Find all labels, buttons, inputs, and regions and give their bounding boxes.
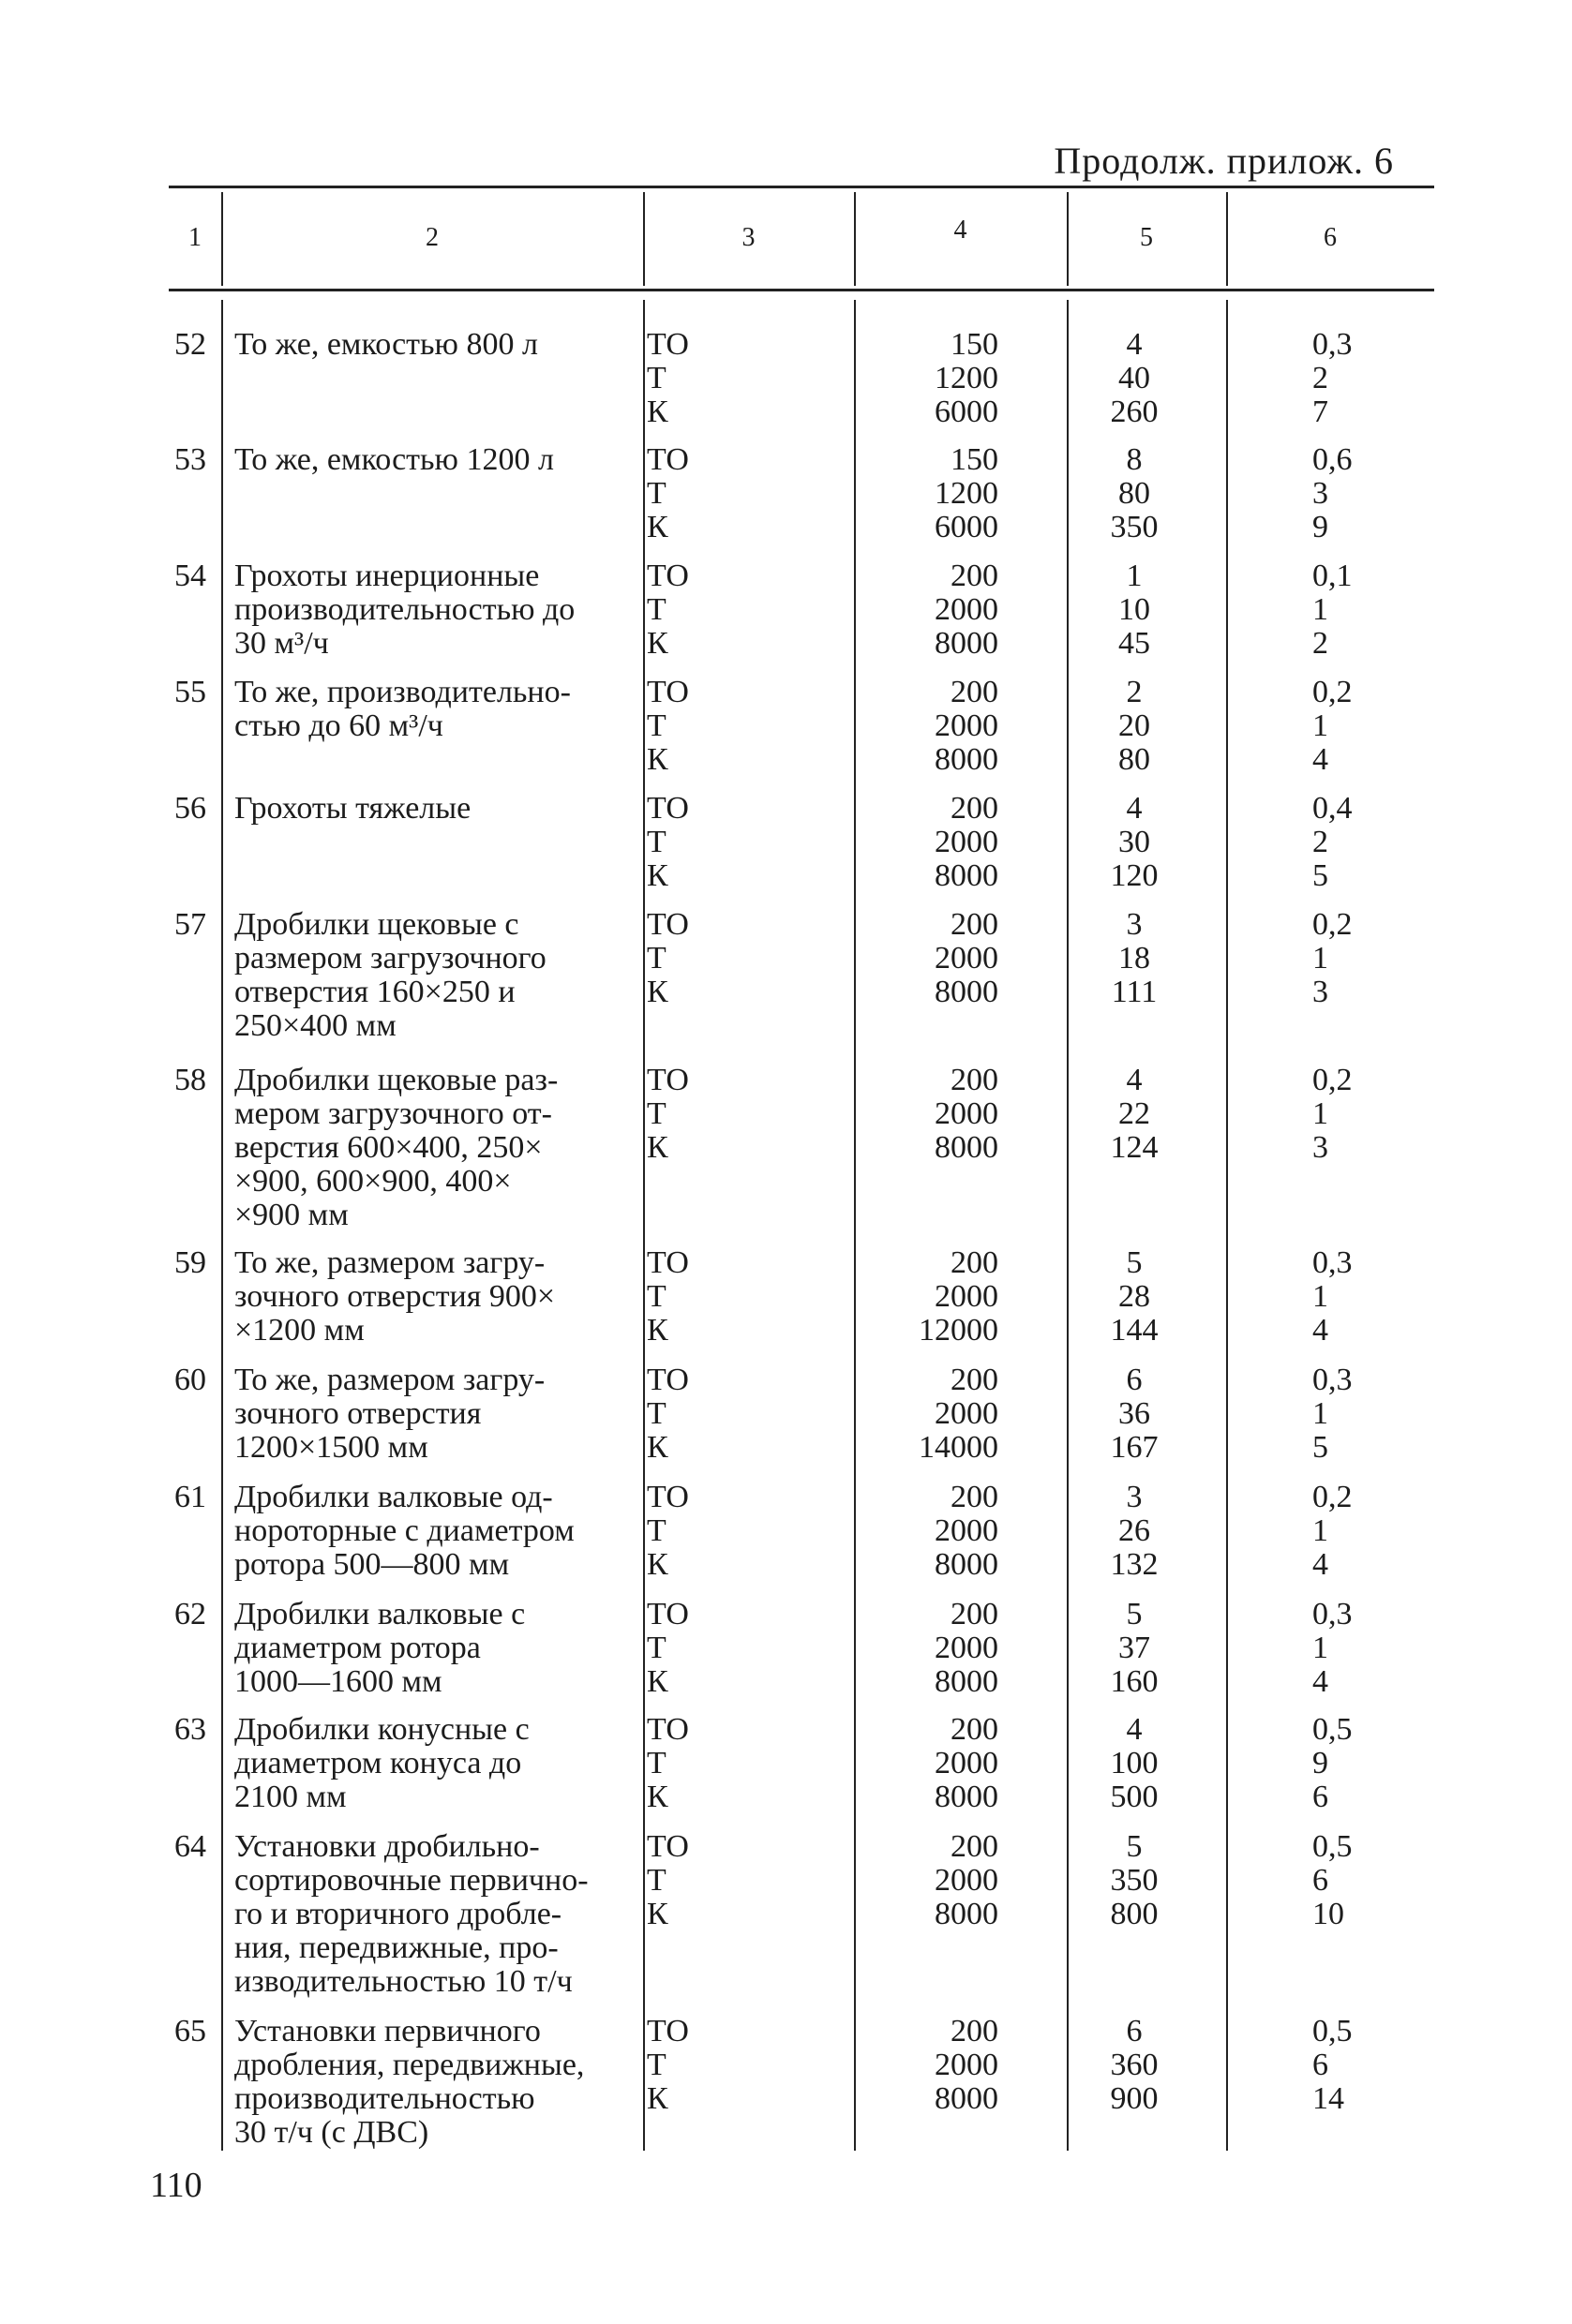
equipment-name: Установки первичного дробления, передвижные, производительностью 30 т/ч (с ДВС) (234, 2014, 585, 2150)
col6-value: 4 (1312, 1313, 1328, 1348)
column-divider (1226, 300, 1228, 2151)
col6-value: 14 (1312, 2081, 1344, 2116)
col6-value: 1 (1312, 1096, 1328, 1131)
maintenance-type: Т (647, 1631, 666, 1665)
col5-value-group (1069, 1246, 1200, 1348)
col6-value: 0,3 (1312, 327, 1353, 362)
equipment-name: Грохоты тяжелые (234, 791, 472, 826)
col4-value: 8000 (935, 1547, 998, 1582)
col6-value-group (1312, 792, 1406, 893)
maintenance-type: К (647, 1547, 668, 1582)
col5-value: 45 (1118, 626, 1150, 661)
col6-value-group (1312, 1064, 1406, 1165)
column-divider (221, 300, 223, 2151)
col4-value: 200 (951, 1363, 998, 1397)
col4-value: 2000 (935, 592, 998, 627)
col4-value-group (844, 1598, 998, 1699)
col6-value: 10 (1312, 1897, 1344, 1931)
col5-value-group (1069, 1830, 1200, 1931)
col6-value: 0,1 (1312, 559, 1353, 593)
col4-value-group (844, 1064, 998, 1165)
col4-value: 2000 (935, 1396, 998, 1431)
row-number: 65 (174, 2014, 206, 2048)
equipment-name: Дробилки щековые с размером загрузочного отверстия 160×250 и 250×400 мм (234, 907, 546, 1043)
col6-value: 9 (1312, 1746, 1328, 1780)
column-header-3: 3 (741, 223, 756, 252)
col5-value: 36 (1118, 1396, 1150, 1431)
maintenance-type-group (647, 443, 741, 544)
col5-value: 6 (1126, 2014, 1143, 2048)
col6-value-group (1312, 559, 1406, 661)
col4-value-group (844, 2015, 998, 2116)
col6-value-group (1312, 1363, 1406, 1465)
maintenance-type: К (647, 1664, 668, 1699)
maintenance-type-group (647, 908, 741, 1009)
col5-value-group (1069, 792, 1200, 893)
col6-value: 0,2 (1312, 675, 1353, 709)
col4-value: 200 (951, 1829, 998, 1864)
equipment-name: Грохоты инерционные производительностью до 30 м³/ч (234, 559, 576, 661)
maintenance-type: Т (647, 1863, 666, 1898)
col5-value: 5 (1126, 1245, 1143, 1280)
col5-value-group (1069, 1713, 1200, 1814)
col4-value-group (844, 443, 998, 544)
col5-value: 144 (1110, 1313, 1159, 1348)
col6-value: 0,3 (1312, 1245, 1353, 1280)
maintenance-type: К (647, 1130, 668, 1165)
col4-value-group (844, 1713, 998, 1814)
col6-value: 4 (1312, 1547, 1328, 1582)
col4-value: 2000 (935, 1746, 998, 1780)
col5-value-group (1069, 908, 1200, 1009)
maintenance-type: К (647, 2081, 668, 2116)
col6-value: 4 (1312, 1664, 1328, 1699)
maintenance-type: ТО (647, 1597, 689, 1631)
col5-value: 4 (1126, 1063, 1143, 1097)
maintenance-type-group (647, 1830, 741, 1931)
col6-value-group (1312, 676, 1406, 777)
col5-value: 5 (1126, 1829, 1143, 1864)
col5-value: 160 (1110, 1664, 1159, 1699)
col4-value: 8000 (935, 1664, 998, 1699)
col4-value: 2000 (935, 1279, 998, 1314)
col5-value-group (1069, 1481, 1200, 1582)
col5-value: 40 (1118, 361, 1150, 395)
column-header-5: 5 (1140, 223, 1153, 252)
maintenance-type: Т (647, 1279, 666, 1314)
maintenance-type: Т (647, 1513, 666, 1548)
col4-value: 2000 (935, 1863, 998, 1898)
col5-value-group (1069, 2015, 1200, 2116)
col6-value: 0,2 (1312, 1480, 1353, 1514)
col5-value: 10 (1118, 592, 1150, 627)
row-number: 52 (174, 327, 206, 362)
maintenance-type: К (647, 626, 668, 661)
col4-value: 200 (951, 1480, 998, 1514)
maintenance-type: К (647, 1897, 668, 1931)
col5-value: 500 (1110, 1780, 1159, 1814)
col5-value: 80 (1118, 476, 1150, 511)
col4-value: 2000 (935, 2048, 998, 2082)
maintenance-type: К (647, 1313, 668, 1348)
col5-value-group (1069, 676, 1200, 777)
maintenance-type: К (647, 975, 668, 1009)
column-header-4: 4 (953, 216, 967, 245)
col6-value: 0,6 (1312, 442, 1353, 477)
col6-value-group (1312, 908, 1406, 1009)
col5-value: 6 (1126, 1363, 1143, 1397)
col6-value: 0,2 (1312, 1063, 1353, 1097)
col4-value: 8000 (935, 858, 998, 893)
col6-value: 1 (1312, 1279, 1328, 1314)
column-header-1: 1 (188, 223, 202, 252)
maintenance-type-group (647, 1246, 741, 1348)
column-header-6: 6 (1324, 223, 1337, 252)
col5-value: 350 (1110, 1863, 1159, 1898)
equipment-name: Дробилки щековые раз- мером загрузочного от- верстия 600×400, 250× ×900, 600×900, 400× ×900 мм (234, 1063, 559, 1232)
col6-value: 3 (1312, 1130, 1328, 1165)
col4-value: 200 (951, 1712, 998, 1747)
col4-value: 14000 (919, 1430, 998, 1465)
row-number: 58 (174, 1063, 206, 1097)
col5-value: 2 (1126, 675, 1143, 709)
col5-value: 18 (1118, 941, 1150, 976)
col6-value-group (1312, 1713, 1406, 1814)
col4-value: 2000 (935, 941, 998, 976)
col6-value: 2 (1312, 825, 1328, 859)
maintenance-type-group (647, 328, 741, 429)
maintenance-type: К (647, 742, 668, 777)
maintenance-type-group (647, 1598, 741, 1699)
col4-value: 200 (951, 1063, 998, 1097)
col6-value: 1 (1312, 1396, 1328, 1431)
maintenance-type: ТО (647, 1712, 689, 1747)
col5-value: 26 (1118, 1513, 1150, 1548)
maintenance-type-group (647, 2015, 741, 2116)
col4-value: 8000 (935, 1780, 998, 1814)
col6-value: 1 (1312, 941, 1328, 976)
col6-value: 0,2 (1312, 907, 1353, 942)
col5-value: 1 (1126, 559, 1143, 593)
col6-value: 2 (1312, 361, 1328, 395)
col4-value: 200 (951, 559, 998, 593)
col4-value: 8000 (935, 975, 998, 1009)
maintenance-type: Т (647, 1096, 666, 1131)
table-top-rule (169, 186, 1434, 188)
maintenance-type: ТО (647, 327, 689, 362)
col6-value: 6 (1312, 1863, 1328, 1898)
col6-value: 6 (1312, 1780, 1328, 1814)
maintenance-type: Т (647, 1746, 666, 1780)
maintenance-type-group (647, 676, 741, 777)
col4-value: 150 (951, 442, 998, 477)
row-number: 60 (174, 1363, 206, 1397)
col5-value: 22 (1118, 1096, 1150, 1131)
col5-value: 4 (1126, 791, 1143, 826)
col6-value-group (1312, 1481, 1406, 1582)
col4-value: 200 (951, 791, 998, 826)
table-header-rule (169, 289, 1434, 291)
col5-value: 111 (1111, 975, 1158, 1009)
row-number: 54 (174, 559, 206, 593)
col4-value: 2000 (935, 708, 998, 743)
col4-value: 200 (951, 1597, 998, 1631)
row-number: 64 (174, 1829, 206, 1864)
col6-value: 0,3 (1312, 1363, 1353, 1397)
maintenance-type: К (647, 1780, 668, 1814)
col6-value-group (1312, 1598, 1406, 1699)
maintenance-type: ТО (647, 559, 689, 593)
col4-value: 2000 (935, 1096, 998, 1131)
equipment-name: То же, емкостью 800 л (234, 327, 538, 362)
col6-value: 6 (1312, 2048, 1328, 2082)
col6-value: 4 (1312, 742, 1328, 777)
maintenance-type: Т (647, 825, 666, 859)
equipment-name: Установки дробильно- сортировочные первично- го и вторичного дробле- ния, передвижные, про- изводительностью 10 т/ч (234, 1829, 589, 1999)
col4-value: 6000 (935, 395, 998, 429)
maintenance-type-group (647, 1713, 741, 1814)
equipment-name: Дробилки валковые с диаметром ротора 1000—1600 мм (234, 1597, 526, 1699)
equipment-name: То же, размером загру- зочного отверстия 900× ×1200 мм (234, 1245, 556, 1348)
col5-value-group (1069, 1064, 1200, 1165)
row-number: 57 (174, 907, 206, 942)
maintenance-type-group (647, 559, 741, 661)
col6-value: 0,3 (1312, 1597, 1353, 1631)
maintenance-type: ТО (647, 791, 689, 826)
col5-value-group (1069, 559, 1200, 661)
column-header-2: 2 (426, 223, 439, 252)
col6-value: 0,4 (1312, 791, 1353, 826)
col5-value: 37 (1118, 1631, 1150, 1665)
equipment-name: То же, производительно- стью до 60 м³/ч (234, 675, 571, 743)
col4-value: 200 (951, 675, 998, 709)
col4-value: 200 (951, 1245, 998, 1280)
col6-value: 1 (1312, 592, 1328, 627)
col5-value: 167 (1110, 1430, 1159, 1465)
col5-value: 30 (1118, 825, 1150, 859)
col5-value: 8 (1126, 442, 1143, 477)
col5-value: 3 (1126, 907, 1143, 942)
col6-value: 3 (1312, 476, 1328, 511)
col6-value: 3 (1312, 975, 1328, 1009)
maintenance-type: Т (647, 476, 666, 511)
col6-value-group (1312, 1246, 1406, 1348)
maintenance-type: ТО (647, 675, 689, 709)
col4-value: 200 (951, 2014, 998, 2048)
maintenance-type: Т (647, 941, 666, 976)
maintenance-type: Т (647, 2048, 666, 2082)
col6-value: 7 (1312, 395, 1328, 429)
maintenance-type: Т (647, 1396, 666, 1431)
maintenance-type: ТО (647, 1480, 689, 1514)
equipment-name: Дробилки конусные с диаметром конуса до 2100 мм (234, 1712, 530, 1814)
col4-value: 6000 (935, 510, 998, 544)
maintenance-type: К (647, 1430, 668, 1465)
row-number: 61 (174, 1480, 206, 1514)
col6-value: 0,5 (1312, 1829, 1353, 1864)
col5-value: 360 (1110, 2048, 1159, 2082)
col5-value: 800 (1110, 1897, 1159, 1931)
maintenance-type: К (647, 510, 668, 544)
equipment-name: То же, размером загру- зочного отверстия 1200×1500 мм (234, 1363, 546, 1465)
col6-value: 9 (1312, 510, 1328, 544)
col5-value-group (1069, 1598, 1200, 1699)
col5-value: 100 (1110, 1746, 1159, 1780)
col6-value: 5 (1312, 1430, 1328, 1465)
row-number: 63 (174, 1712, 206, 1747)
maintenance-type-group (647, 1363, 741, 1465)
col6-value: 5 (1312, 858, 1328, 893)
col6-value: 1 (1312, 1513, 1328, 1548)
col4-value-group (844, 676, 998, 777)
maintenance-type: К (647, 395, 668, 429)
col4-value: 8000 (935, 2081, 998, 2116)
row-number: 62 (174, 1597, 206, 1631)
col4-value: 1200 (935, 476, 998, 511)
col4-value-group (844, 328, 998, 429)
maintenance-type: ТО (647, 442, 689, 477)
col5-value: 4 (1126, 327, 1143, 362)
col4-value: 2000 (935, 1631, 998, 1665)
col4-value-group (844, 908, 998, 1009)
col6-value-group (1312, 328, 1406, 429)
col5-value: 124 (1110, 1130, 1159, 1165)
col6-value-group (1312, 443, 1406, 544)
col4-value-group (844, 1830, 998, 1931)
col5-value-group (1069, 1363, 1200, 1465)
col4-value-group (844, 1481, 998, 1582)
maintenance-type: ТО (647, 907, 689, 942)
maintenance-type: ТО (647, 1829, 689, 1864)
col4-value: 8000 (935, 742, 998, 777)
col5-value-group (1069, 328, 1200, 429)
col5-value: 80 (1118, 742, 1150, 777)
col4-value: 1200 (935, 361, 998, 395)
col5-value: 120 (1110, 858, 1159, 893)
col5-value-group (1069, 443, 1200, 544)
col4-value: 150 (951, 327, 998, 362)
maintenance-type: ТО (647, 2014, 689, 2048)
col4-value: 8000 (935, 626, 998, 661)
maintenance-type: Т (647, 708, 666, 743)
col5-value: 20 (1118, 708, 1150, 743)
col4-value: 200 (951, 907, 998, 942)
col5-value: 4 (1126, 1712, 1143, 1747)
col4-value-group (844, 792, 998, 893)
row-number: 56 (174, 791, 206, 826)
col6-value-group (1312, 2015, 1406, 2116)
page-header: Продолж. прилож. 6 (1054, 140, 1394, 182)
col4-value: 2000 (935, 1513, 998, 1548)
col6-value: 1 (1312, 708, 1328, 743)
col6-value-group (1312, 1830, 1406, 1931)
row-number: 59 (174, 1245, 206, 1280)
col4-value-group (844, 1246, 998, 1348)
col4-value: 2000 (935, 825, 998, 859)
page-number: 110 (150, 2166, 202, 2205)
col6-value: 0,5 (1312, 2014, 1353, 2048)
maintenance-type-group (647, 1481, 741, 1582)
col5-value: 5 (1126, 1597, 1143, 1631)
maintenance-type: ТО (647, 1363, 689, 1397)
col5-value: 260 (1110, 395, 1159, 429)
maintenance-type: Т (647, 592, 666, 627)
maintenance-type-group (647, 792, 741, 893)
col6-value: 1 (1312, 1631, 1328, 1665)
maintenance-type: К (647, 858, 668, 893)
maintenance-type: ТО (647, 1063, 689, 1097)
row-number: 55 (174, 675, 206, 709)
col4-value-group (844, 559, 998, 661)
col4-value: 8000 (935, 1897, 998, 1931)
column-divider (643, 300, 645, 2151)
row-number: 53 (174, 442, 206, 477)
maintenance-type: ТО (647, 1245, 689, 1280)
equipment-name: Дробилки валковые од- нороторные с диаметром ротора 500—800 мм (234, 1480, 575, 1582)
col4-value: 12000 (919, 1313, 998, 1348)
col5-value: 132 (1110, 1547, 1159, 1582)
maintenance-type: Т (647, 361, 666, 395)
col4-value: 8000 (935, 1130, 998, 1165)
col5-value: 350 (1110, 510, 1159, 544)
maintenance-type-group (647, 1064, 741, 1165)
col6-value: 2 (1312, 626, 1328, 661)
col5-value: 900 (1110, 2081, 1159, 2116)
equipment-name: То же, емкостью 1200 л (234, 442, 554, 477)
col5-value: 28 (1118, 1279, 1150, 1314)
col6-value: 0,5 (1312, 1712, 1353, 1747)
col5-value: 3 (1126, 1480, 1143, 1514)
col4-value-group (844, 1363, 998, 1465)
